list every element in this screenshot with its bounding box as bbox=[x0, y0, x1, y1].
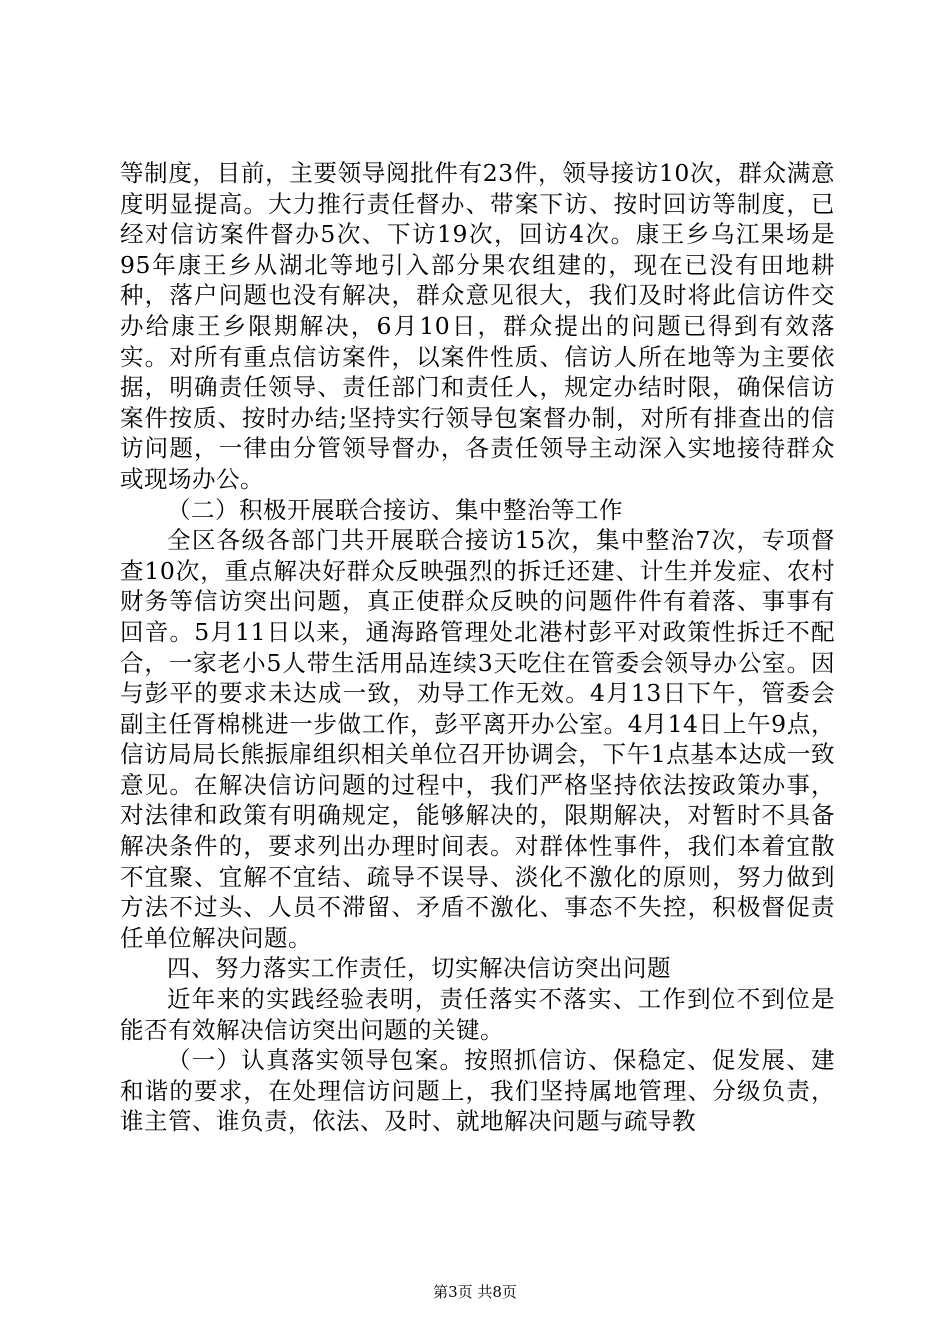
document-body bbox=[120, 158, 835, 1137]
paragraph-4-heading: 四、努力落实工作责任，切实解决信访突出问题 bbox=[167, 954, 671, 983]
paragraph-6: （一）认真落实领导包案。按照抓信访、保稳定、促发展、建和谐的要求，在处理信访问题上，我们坚持属地管理、分级负责，谁主管、谁负责，依法、及时、就地解决问题与疏导教 bbox=[120, 1046, 835, 1136]
page-number-footer: 第3页 共8页 bbox=[433, 1283, 517, 1301]
paragraph-1: 等制度，目前，主要领导阅批件有23件，领导接访10次，群众满意度明显提高。大力推行责任督办、带案下访、按时回访等制度，已经对信访案件督办5次、下访19次，回访4次。康王乡乌江果场是95年康王乡从湖北等地引入部分果农组建的，现在已没有田地耕种，落户问题也没有解决，群众意见很大，我们及时将此信访件交办给康王乡限期解决，6月10日，群众提出的问题已得到有效落实。对所有重点信访案件，以案件性质、信访人所在地等为主要依据，明确责任领导、责任部门和责任人，规定办结时限，确保信访案件按质、按时办结;坚持实行领导包案督办制，对所有排查出的信访问题，一律由分管领导督办，各责任领导主动深入实地接待群众或现场办公。 bbox=[120, 159, 835, 493]
paragraph-5: 近年来的实践经验表明，责任落实不落实、工作到位不到位是能否有效解决信访突出问题的关键。 bbox=[120, 985, 835, 1044]
paragraph-2-subheading: （二）积极开展联合接访、集中整治等工作 bbox=[167, 495, 623, 524]
paragraph-3: 全区各级各部门共开展联合接访15次，集中整治7次，专项督查10次，重点解决好群众反映强烈的拆迁还建、计生并发症、农村财务等信访突出问题，真正使群众反映的问题件件有着落、事事有回音。5月11日以来，通海路管理处北港村彭平对政策性拆迁不配合，一家老小5人带生活用品连续3天吃住在管委会领导办公室。因与彭平的要求未达成一致，劝导工作无效。4月13日下午，管委会副主任胥棉桃进一步做工作，彭平离开办公室。4月14日上午9点，信访局局长熊振扉组织相关单位召开协调会，下午1点基本达成一致意见。在解决信访问题的过程中，我们严格坚持依法按政策办事，对法律和政策有明确规定，能够解决的，限期解决，对暂时不具备解决条件的，要求列出办理时间表。对群体性事件，我们本着宜散不宜聚、宜解不宜结、疏导不误导、淡化不激化的原则，努力做到方法不过头、人员不滞留、矛盾不激化、事态不失控，积极督促责任单位解决问题。 bbox=[120, 526, 835, 952]
